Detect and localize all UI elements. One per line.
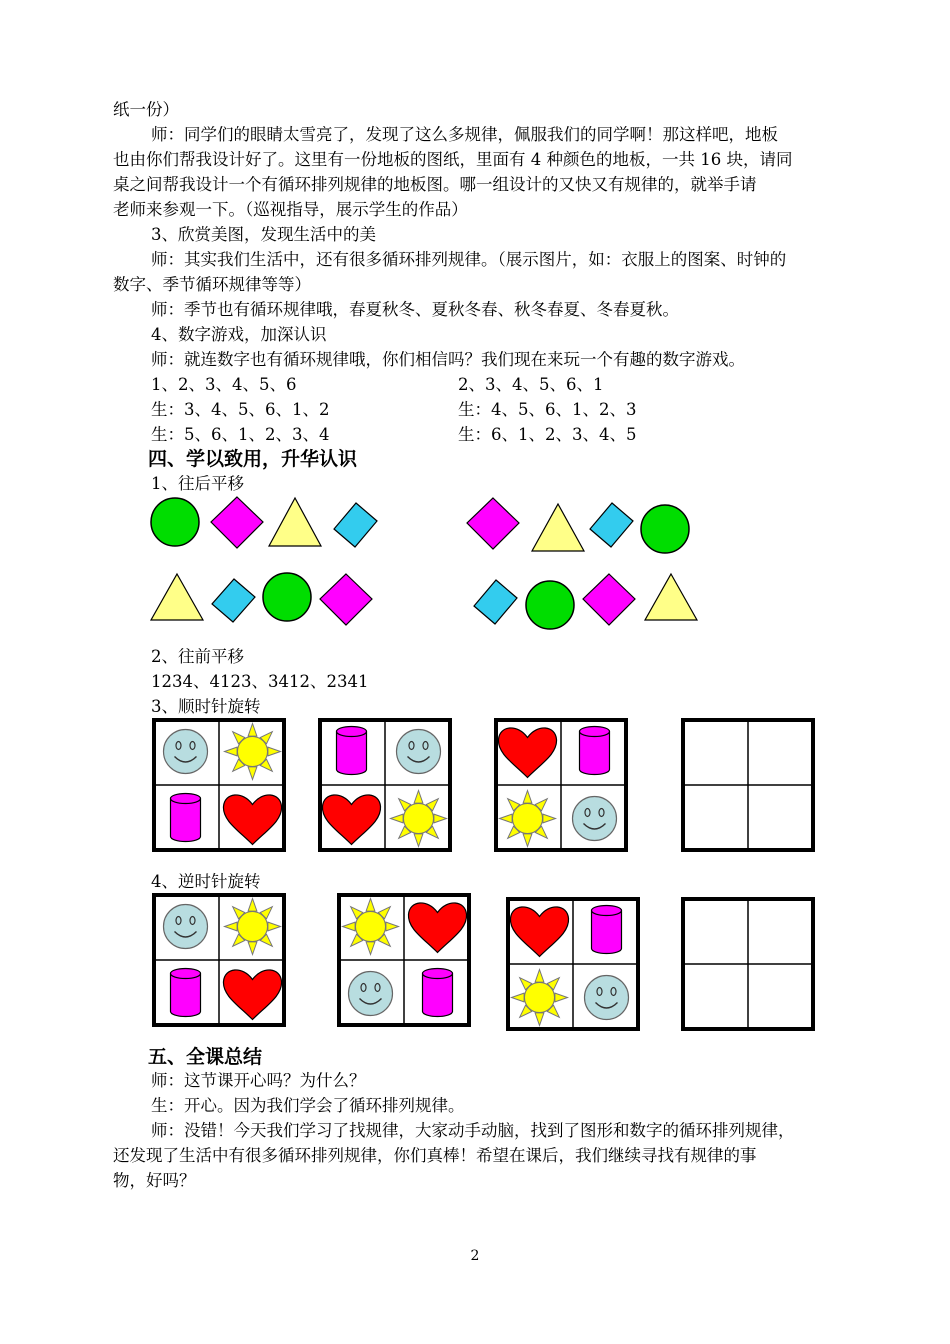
text-line: 师：这节课开心吗？为什么？ bbox=[151, 1071, 366, 1090]
green-circle-shape bbox=[151, 498, 199, 546]
text-line: 老师来参观一下。（巡视指导，展示学生的作品） bbox=[113, 200, 468, 219]
number-seq-left: 生：3、4、5、6、1、2 bbox=[151, 400, 330, 419]
cylinder-icon bbox=[592, 906, 622, 954]
cylinder-icon bbox=[580, 727, 610, 775]
sun-icon bbox=[512, 970, 568, 1026]
sun-icon bbox=[225, 899, 281, 955]
magenta-diamond-shape bbox=[467, 498, 519, 549]
smiley-icon bbox=[349, 972, 393, 1016]
smiley-icon bbox=[573, 797, 617, 841]
smiley-icon bbox=[164, 905, 208, 949]
yellow-triangle-shape bbox=[269, 498, 321, 546]
text-line: 数字、季节循环规律等等） bbox=[113, 275, 311, 294]
rotation-grid-2 bbox=[337, 893, 471, 1027]
smiley-icon bbox=[397, 730, 441, 774]
cyan-parallelogram-shape bbox=[212, 579, 255, 622]
text-line: 师：季节也有循环规律哦，春夏秋冬、夏秋冬春、秋冬春夏、冬春夏秋。 bbox=[151, 300, 679, 319]
text-line: 物，好吗？ bbox=[113, 1171, 196, 1190]
subheading: 4、数字游戏，加深认识 bbox=[151, 325, 327, 344]
text-line: 桌之间帮我设计一个有循环排列规律的地板图。哪一组设计的又快又有规律的，就举手请 bbox=[113, 175, 757, 194]
cyan-parallelogram-shape bbox=[474, 580, 517, 624]
subheading: 1、往后平移 bbox=[151, 474, 244, 493]
text-line: 也由你们帮我设计好了。这里有一份地板的图纸，里面有 4 种颜色的地板，一共 16 块，请同 bbox=[113, 150, 793, 169]
green-circle-shape bbox=[263, 573, 311, 621]
text-line: 还发现了生活中有很多循环排列规律，你们真棒！希望在课后，我们继续寻找有规律的事 bbox=[113, 1146, 757, 1165]
text-line: 师：其实我们生活中，还有很多循环排列规律。（展示图片，如：衣服上的图案、时钟的 bbox=[151, 250, 787, 269]
number-seq-left: 1、2、3、4、5、6 bbox=[151, 375, 297, 394]
text-line: 生：开心。因为我们学会了循环排列规律。 bbox=[151, 1096, 465, 1115]
subheading: 3、欣赏美图，发现生活中的美 bbox=[151, 225, 376, 244]
yellow-triangle-shape bbox=[532, 504, 584, 551]
section-heading: 五、全课总结 bbox=[148, 1046, 263, 1068]
rotation-grid-empty bbox=[681, 897, 815, 1031]
green-circle-shape bbox=[526, 581, 574, 629]
smiley-icon bbox=[585, 976, 629, 1020]
text-line: 师：就连数字也有循环规律哦，你们相信吗？我们现在来玩一个有趣的数字游戏。 bbox=[151, 350, 745, 369]
subheading: 3、顺时针旋转 bbox=[151, 697, 261, 716]
subheading: 4、逆时针旋转 bbox=[151, 872, 261, 891]
rotation-grid-1 bbox=[152, 893, 286, 1027]
yellow-triangle-shape bbox=[645, 574, 697, 620]
rotation-grid-empty bbox=[681, 718, 815, 852]
section-heading: 四、学以致用，升华认识 bbox=[148, 448, 358, 470]
magenta-diamond-shape bbox=[583, 574, 635, 625]
rotation-grid-3 bbox=[506, 897, 640, 1031]
number-seq-right: 生：6、1、2、3、4、5 bbox=[458, 425, 637, 444]
cyan-parallelogram-shape bbox=[334, 503, 377, 547]
cylinder-icon bbox=[423, 969, 453, 1017]
number-seq-right: 生：4、5、6、1、2、3 bbox=[458, 400, 637, 419]
smiley-icon bbox=[164, 730, 208, 774]
cylinder-icon bbox=[171, 969, 201, 1017]
number-seq-left: 生：5、6、1、2、3、4 bbox=[151, 425, 330, 444]
rotation-grid-2 bbox=[318, 718, 452, 852]
green-circle-shape bbox=[641, 505, 689, 553]
sun-icon bbox=[225, 724, 281, 780]
text-line: 师：没错！今天我们学习了找规律，大家动手动脑，找到了图形和数字的循环排列规律， bbox=[151, 1121, 795, 1140]
yellow-triangle-shape bbox=[151, 574, 203, 620]
page-number: 2 bbox=[470, 1248, 480, 1264]
subheading: 2、往前平移 bbox=[151, 647, 244, 666]
cylinder-icon bbox=[337, 727, 367, 775]
rotation-grid-3 bbox=[494, 718, 628, 852]
sun-icon bbox=[500, 791, 556, 847]
number-seq-right: 2、3、4、5、6、1 bbox=[458, 375, 604, 394]
number-sequence: 1234、4123、3412、2341 bbox=[151, 672, 369, 691]
magenta-diamond-shape bbox=[320, 574, 372, 625]
text-line: 师：同学们的眼睛太雪亮了，发现了这么多规律，佩服我们的同学啊！那这样吧，地板 bbox=[151, 125, 778, 144]
magenta-diamond-shape bbox=[211, 497, 263, 548]
cylinder-icon bbox=[171, 794, 201, 842]
cyan-parallelogram-shape bbox=[590, 503, 633, 547]
sun-icon bbox=[391, 791, 447, 847]
text-line: 纸一份） bbox=[113, 100, 179, 119]
sun-icon bbox=[343, 899, 399, 955]
rotation-grid-1 bbox=[152, 718, 286, 852]
